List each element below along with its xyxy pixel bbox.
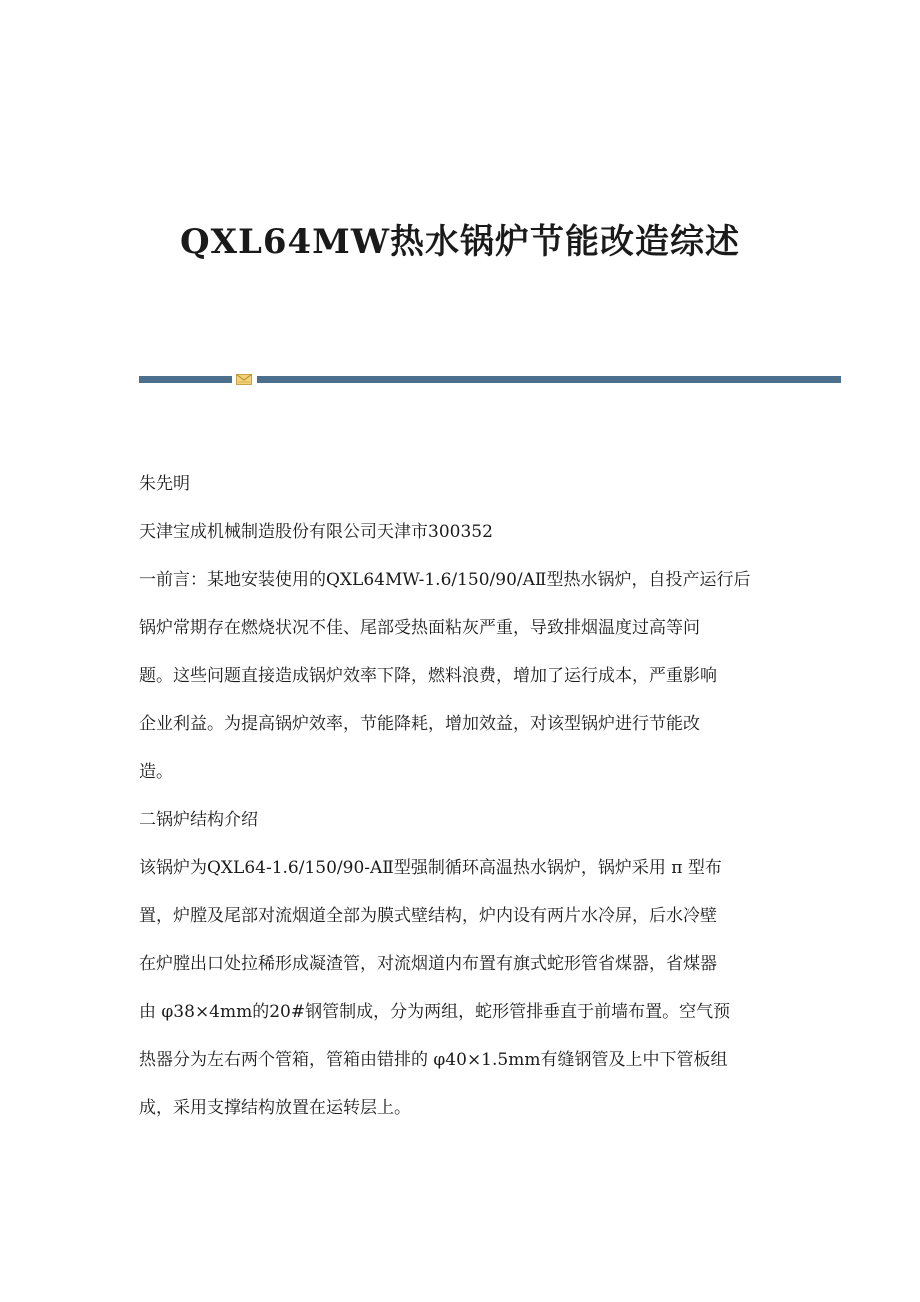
divider-bar-left — [139, 376, 232, 383]
text-line: 热器分为左右两个管箱，管箱由错排的 φ40×1.5mm有缝钢管及上中下管板组 — [139, 1050, 728, 1070]
section-heading — [139, 802, 779, 838]
text-line: 锅炉常期存在燃烧状况不佳、尾部受热面粘灰严重，导致排烟温度过高等问 — [139, 618, 700, 638]
document-body — [139, 466, 779, 1138]
paragraph-structure — [139, 850, 779, 1126]
text-line: 成，采用支撑结构放置在运转层上。 — [139, 1098, 411, 1118]
text-line: 由 φ38×4mm的20#钢管制成，分为两组，蛇形管排垂直于前墙布置。空气预 — [139, 1002, 731, 1022]
divider-bar-right — [257, 376, 841, 383]
paragraph-preface — [139, 562, 779, 790]
author-name: 朱先明 — [139, 474, 190, 494]
text-line: 造。 — [139, 762, 173, 782]
text-line: 该锅炉为QXL64-1.6/150/90-AⅡ型强制循环高温热水锅炉，锅炉采用 π 型布 — [139, 858, 722, 878]
title-divider — [139, 374, 841, 386]
text-line: 二锅炉结构介绍 — [139, 810, 258, 830]
text-line: 一前言：某地安装使用的QXL64MW-1.6/150/90/AⅡ型热水锅炉，自投产运行后 — [139, 570, 751, 590]
envelope-ornament-icon — [236, 374, 252, 385]
text-line: 置，炉膛及尾部对流烟道全部为膜式壁结构，炉内设有两片水冷屏，后水冷壁 — [139, 906, 717, 926]
document-title: QXL64MW热水锅炉节能改造综述 — [179, 222, 741, 262]
author-affiliation: 天津宝成机械制造股份有限公司天津市300352 — [139, 522, 493, 542]
text-line: 在炉膛出口处拉稀形成凝渣管，对流烟道内布置有旗式蛇形管省煤器，省煤器 — [139, 954, 717, 974]
text-line: 题。这些问题直接造成锅炉效率下降，燃料浪费，增加了运行成本，严重影响 — [139, 666, 717, 686]
text-line: 企业利益。为提高锅炉效率，节能降耗，增加效益，对该型锅炉进行节能改 — [139, 714, 700, 734]
